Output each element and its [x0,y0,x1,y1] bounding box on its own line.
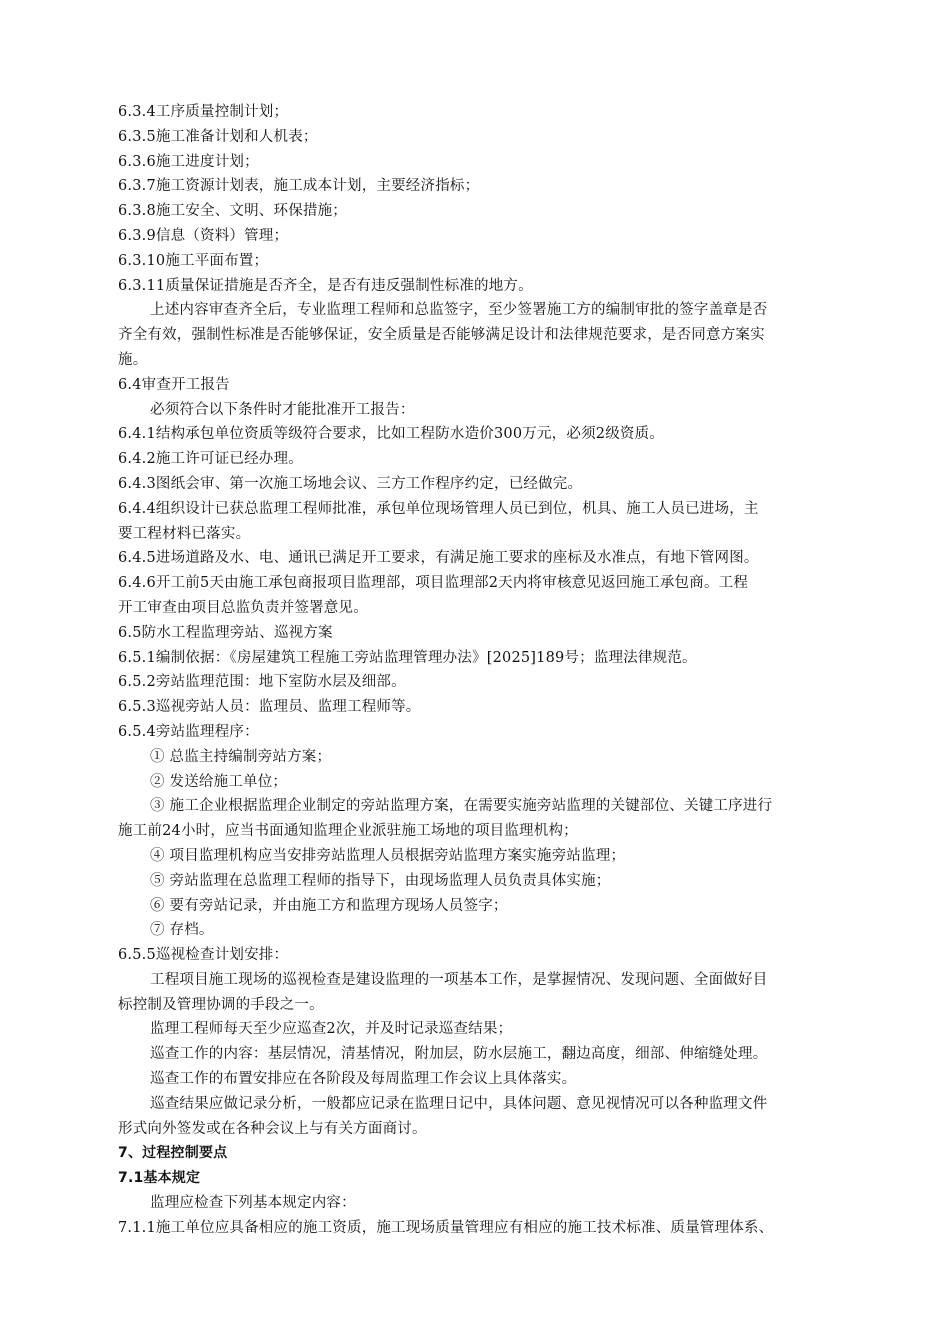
text-line: 6.3.9信息（资料）管理； [118,227,289,244]
text-line: 6.3.10施工平面布置； [118,252,269,269]
text-line: 6.4.3图纸会审、第一次施工场地会议、三方工作程序约定，已经做完。 [118,475,583,492]
text-line: 6.4.5进场道路及水、电、通讯已满足开工要求，有满足施工要求的座标及水准点，有地下管网图。 [118,550,759,567]
text-line: 6.5防水工程监理旁站、巡视方案 [118,624,333,641]
text-line: 巡查工作的布置安排应在各阶段及每周监理工作会议上具体落实。 [150,1071,577,1088]
text-line: 要工程材料已落实。 [118,525,251,542]
text-line: 6.4审查开工报告 [118,376,230,393]
text-line: 6.3.5施工准备计划和人机表； [118,128,318,145]
text-line: 6.5.4旁站监理程序： [118,723,259,740]
text-line: 监理应检查下列基本规定内容： [150,1195,356,1212]
text-line: 齐全有效，强制性标准是否能够保证，安全质量是否能够满足设计和法律规范要求，是否同意方案实 [118,327,765,344]
text-line: 6.4.6开工前5天由施工承包商报项目监理部，项目监理部2天内将审核意见返回施工承包商。工程 [118,575,749,592]
text-line: 6.5.5巡视检查计划安排： [118,947,289,964]
text-line: 标控制及管理协调的手段之一。 [118,996,324,1013]
text-line: 6.4.2施工许可证已经办理。 [118,451,303,468]
text-line: 6.5.2旁站监理范围：地下室防水层及细部。 [118,674,406,691]
text-line: 施。 [118,351,148,368]
text-line: ⑤ 旁站监理在总监理工程师的指导下，由现场监理人员负责具体实施； [150,872,611,889]
text-line: 巡查结果应做记录分析，一般都应记录在监理日记中，具体问题、意见视情况可以各种监理文件 [150,1095,768,1112]
text-line: 开工审查由项目总监负责并签署意见。 [118,599,368,616]
text-line: 6.3.7施工资源计划表，施工成本计划，主要经济指标； [118,178,480,195]
text-line: 6.4.4组织设计已获总监理工程师批准，承包单位现场管理人员已到位，机具、施工人员已进场，主 [118,500,759,517]
text-line: ② 发送给施工单位； [150,773,288,790]
text-line: 6.3.8施工安全、文明、环保措施； [118,203,347,220]
text-line: ① 总监主持编制旁站方案； [150,748,332,765]
text-line: 6.3.4工序质量控制计划； [118,104,289,120]
text-line: 6.3.6施工进度计划； [118,153,259,170]
section-heading: 7.1基本规定 [118,1170,201,1187]
text-line: 6.4.1结构承包单位资质等级符合要求，比如工程防水造价300万元，必须2级资质。 [118,426,664,443]
text-line: ⑥ 要有旁站记录，并由施工方和监理方现场人员签字； [150,897,508,914]
text-line: 6.3.11质量保证措施是否齐全，是否有违反强制性标准的地方。 [118,277,533,294]
text-line: 监理工程师每天至少应巡查2次，并及时记录巡查结果； [150,1021,513,1038]
text-line: 7.1.1施工单位应具备相应的施工资质，施工现场质量管理应有相应的施工技术标准、质量管理体系、 [118,1219,774,1236]
section-heading: 7、过程控制要点 [118,1145,228,1162]
text-line: 6.5.1编制依据：《房屋建筑工程施工旁站监理管理办法》[2025]189号；监理法律规范。 [118,649,697,666]
text-line: ④ 项目监理机构应当安排旁站监理人员根据旁站监理方案实施旁站监理； [150,847,626,864]
document-body [118,100,868,1241]
text-line: 形式向外签发或在各种会议上与有关方面商讨。 [118,1120,427,1137]
text-line: 上述内容审查齐全后，专业监理工程师和总监签字，至少签署施工方的编制审批的签字盖章是否 [150,302,768,319]
text-line: ⑦ 存档。 [150,922,214,939]
text-line: 必须符合以下条件时才能批准开工报告： [150,401,415,418]
text-line: ③ 施工企业根据监理企业制定的旁站监理方案，在需要实施旁站监理的关键部位、关键工序进行 [150,798,773,815]
text-line: 工程项目施工现场的巡视检查是建设监理的一项基本工作，是掌握情况、发现问题、全面做好目 [150,971,768,988]
text-line: 6.5.3巡视旁站人员：监理员、监理工程师等。 [118,699,421,716]
text-line: 施工前24小时，应当书面通知监理企业派驻施工场地的项目监理机构； [118,823,578,840]
text-line: 巡查工作的内容：基层情况，清基情况，附加层，防水层施工，翻边高度，细部、伸缩缝处理。 [150,1046,768,1063]
